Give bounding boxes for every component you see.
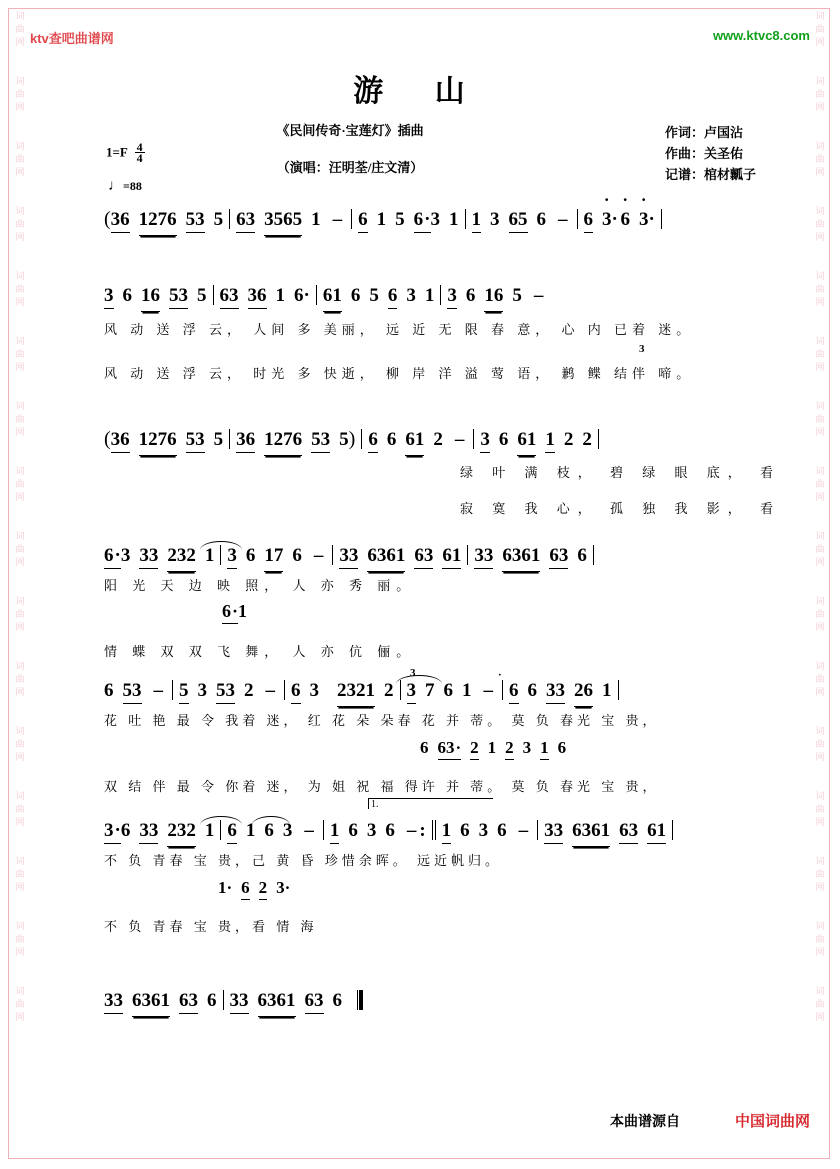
system-2-lyrics-verse2: 风 动 送 浮 云， 时光 多 快逝， 柳 岸 洋 溢 莺 语， 鹣 鲽 结伴 啼。 [104,366,695,381]
system-4-insert-note: 6 · 1 [222,601,247,624]
volta-bracket [368,798,493,809]
system-4-lyrics-verse2: 情 蝶 双 双 飞 舞， 人 亦 伉 俪。 [104,644,416,659]
triplet-marker: 3 [639,343,645,355]
system-5-notes: 6 53 – 5 3 53 2 – 6 3 2321 2 3 7 6 1 – 6 6 33 26 1 [104,680,625,707]
system-5-insert-notes: 6 63 · 2 1 2 3 1 6 [420,738,566,760]
system-1-notes: (36 1276 53 5 63 3565 1 – 6 1 5 6 · 3 1 1 3 65 6 – 6 · 3· · 6 · 3· [104,208,668,236]
triplet-marker-2: 3 [410,667,416,679]
time-signature [135,142,145,163]
meter-denominator: 4 [136,151,143,165]
quarter-note-icon: ♩ [108,178,123,194]
system-6-notes: 3 · 6 33 232 1 6 1 6 3 – 1 6 3 6 – : 1 6 3 6 – 33 6361 63 61 [104,820,679,847]
tempo-value: =88 [123,179,142,193]
key-signature [106,140,145,165]
system-5-lyrics-verse1: 花 吐 艳 最 令 我着 迷， 红 花 朵 朵春 花 并 蒂。 莫 负 春光 宝 贵， [104,713,660,728]
system-3-lyrics-verse2: 寂 寞 我 心， 孤 独 我 影， 看 [460,501,782,516]
system-5-lyrics-verse2: 双 结 伴 最 令 你着 迷， 为 姐 祝 福 得许 并 蒂。 莫 负 春光 宝 贵， [104,779,660,794]
composer-line: 作曲：关圣佑 [664,146,743,161]
system-6-lyrics-verse1: 不 负 青春 宝 贵，己 黄 昏 珍惜余晖。 远近帆归。 [104,853,503,868]
system-4-lyrics-verse1: 阳 光 天 边 映 照， 人 亦 秀 丽。 [104,578,416,593]
watermark-right: 词 曲 网 词 曲 网 词 曲 网 词 曲 网 词 曲 网 词 曲 网 词 曲 网 词 曲 网 词 曲 网 词 曲 网 词 曲 网 词 曲 网 词 曲 网 词 曲 网 词 曲 网 词 曲 网 [815,11,825,1022]
system-6-insert-notes: 1· 6 2 3· [218,878,290,900]
page-title: 游 山 [353,75,487,108]
system-4-notes: 6 · 3 33 232 1 3 6 17 6 – 33 6361 63 61 33 6361 63 6 [104,545,600,572]
site-url-right[interactable]: www.ktvc8.com [712,28,810,43]
system-6-lyrics-verse2: 不 负 青春 宝 贵，看 情 海 [104,919,318,934]
footer-source-site[interactable]: 中国词曲网 [734,1114,810,1130]
site-logo-left[interactable]: ktv查吧曲谱网 [30,31,114,46]
singer-line: （演唱：汪明荃/庄文清） [276,160,424,175]
system-2-lyrics-verse1: 风 动 送 浮 云， 人间 多 美丽， 远 近 无 限 春 意， 心 内 已着 迷。 [104,322,695,337]
volta-label: 1. [371,799,379,810]
footer-source-label: 本曲谱源自 [610,1115,680,1130]
watermark-left: 词 曲 网 词 曲 网 词 曲 网 词 曲 网 词 曲 网 词 曲 网 词 曲 网 词 曲 网 词 曲 网 词 曲 网 词 曲 网 词 曲 网 词 曲 网 词 曲 网 词 曲 网 词 曲 网 [15,11,25,1022]
credits-block [665,122,756,185]
grace-dot-marker: · [498,669,502,681]
notator-line: 记谱：棺材瓤子 [664,167,756,182]
lyricist-line: 作词：卢国沾 [664,125,743,140]
system-3-notes: (36 1276 53 5 36 1276 53 5) 6 6 61 2 – 3 6 61 1 2 2 [104,428,605,456]
tempo-marking [108,178,142,195]
subtitle: 《民间传奇·宝莲灯》插曲 [276,123,424,138]
system-2-notes: 3 6 16 53 5 63 36 1 6· 61 6 5 6 3 1 3 6 16 5 – [104,285,546,312]
system-7-notes: 33 6361 63 6 33 6361 63 6 [104,990,363,1017]
system-3-lyrics-verse1: 绿 叶 满 枝， 碧 绿 眼 底， 看 [460,465,782,480]
key-text: 1=F [106,144,128,160]
meter-numerator: 4 [136,140,143,154]
